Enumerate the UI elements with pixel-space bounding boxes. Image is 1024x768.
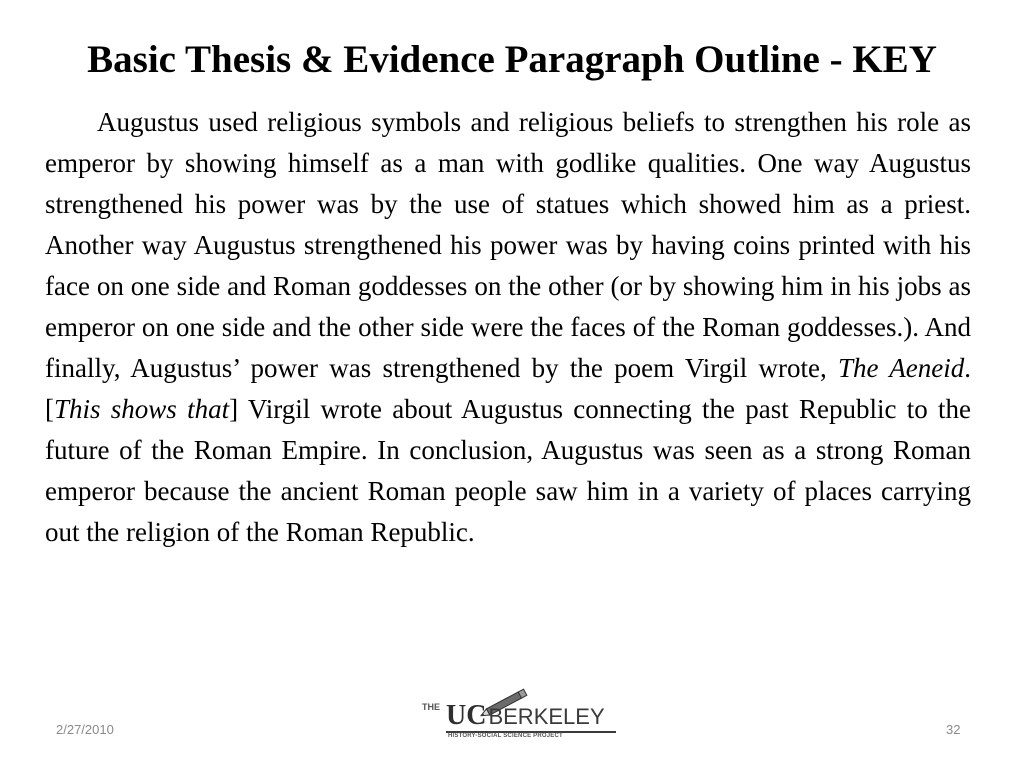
- paragraph-text-1: Augustus used religious symbols and religious beliefs to strengthen his role as emperor by showing himself as a man with godlike qualities. One way Augustus strengthened his power was by the use of statues which showed him as a priest. Another way Augustus strengthened his power was by having coins printed with his face on one side and Roman goddesses on the other (or by showing him in his jobs as emperor on one side and the other side were the faces of the Roman goddesses.). And finally, Augustus’ power was strengthened by the poem Virgil wrote,: [45, 107, 971, 383]
- logo-berkeley: BERKELEY: [488, 704, 605, 729]
- logo-name: [446, 700, 605, 732]
- logo-uc: UC: [446, 700, 487, 731]
- logo-the: THE: [422, 702, 440, 712]
- paragraph-italic-this-shows-that: This shows that: [54, 394, 230, 424]
- footer-date: 2/27/2010: [56, 722, 114, 737]
- footer-page-number: 32: [946, 722, 961, 737]
- slide-title: Basic Thesis & Evidence Paragraph Outline - KEY: [87, 38, 937, 81]
- paragraph-italic-aeneid: The Aeneid: [838, 353, 965, 383]
- paragraph-text-2: . [: [45, 353, 971, 424]
- paragraph-text-3: ] Virgil wrote about Augustus connecting the past Republic to the future of the Roman Empire. In conclusion, Augustus was seen as a strong Roman emperor because the ancient Roman people saw him in a variety of places carrying out the religion of the Roman Republic.: [45, 394, 971, 547]
- thesis-paragraph: [45, 102, 971, 553]
- logo-subtitle: HISTORY-SOCIAL SCIENCE PROJECT: [448, 733, 563, 739]
- uc-berkeley-logo: [416, 688, 626, 744]
